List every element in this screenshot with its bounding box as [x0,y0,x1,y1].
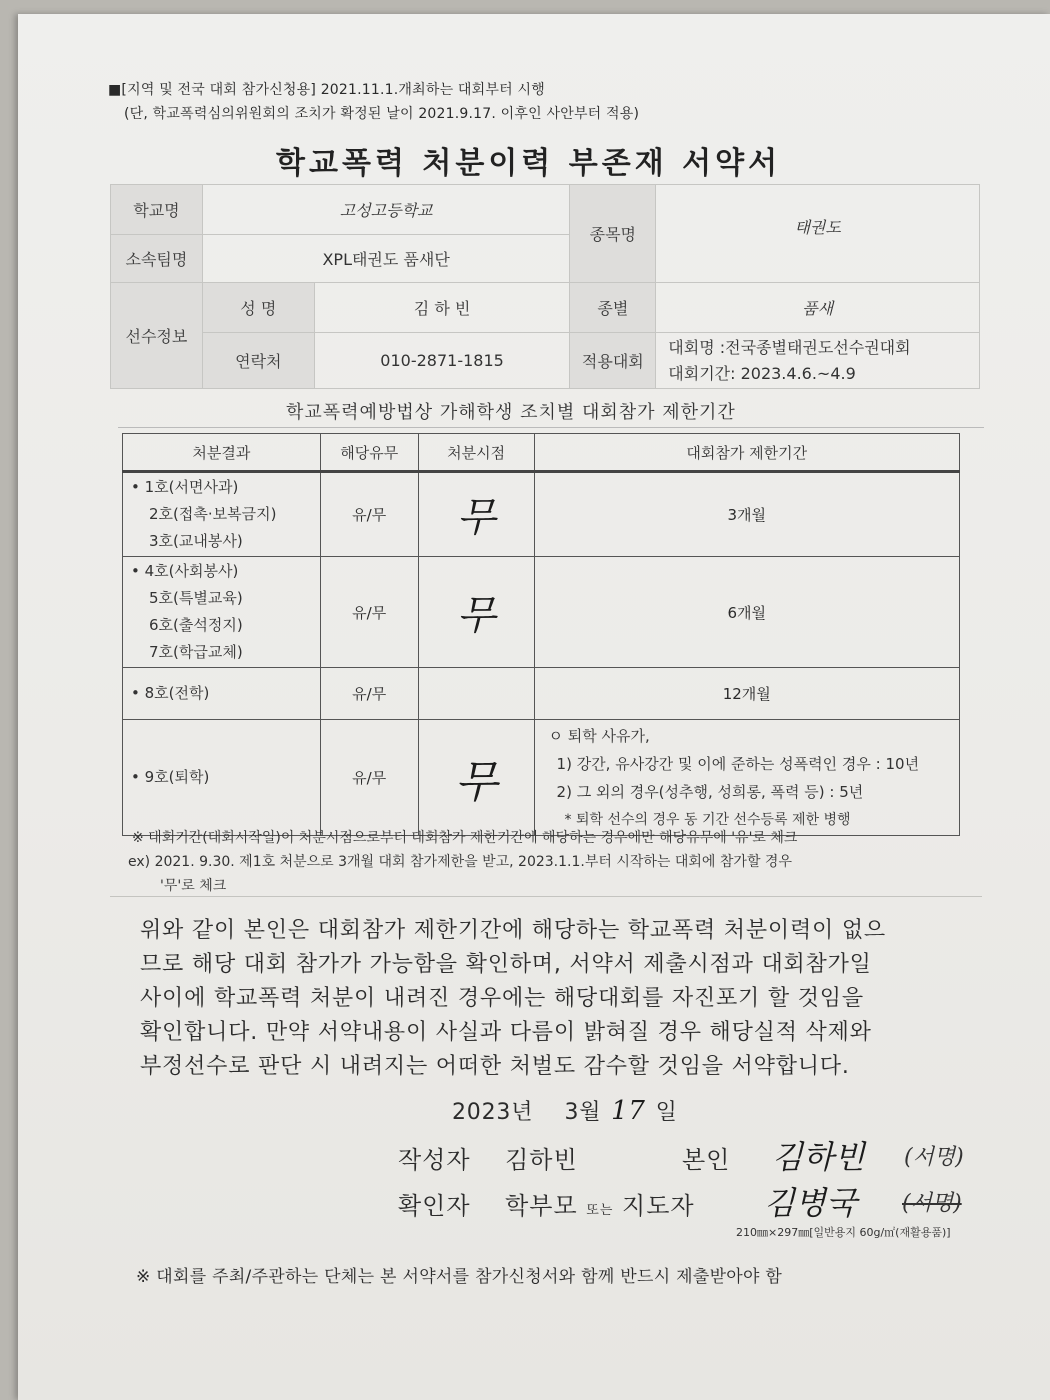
handwritten-mark: 무 [418,720,534,836]
event-value: 태권도 [656,185,980,283]
contact-label: 연락처 [202,333,314,389]
coach-label: 지도자 [622,1192,695,1220]
category-label: 종별 [570,283,656,333]
note-example-cont: '무'로 체크 [160,878,227,894]
yes-no-option[interactable]: 유/무 [320,557,418,668]
header-result: 처분결과 [123,434,321,472]
pledge-line-5: 부정선수로 판단 시 내려지는 어떠한 처벌도 감수할 것임을 서약합니다. [140,1054,850,1079]
section-divider [118,427,984,428]
notes-divider [110,896,982,897]
team-label: 소속팀명 [111,235,203,283]
table-row [123,720,960,836]
header-applicable: 해당유무 [320,434,418,472]
writer-name: 김하빈 [505,1146,578,1174]
yes-no-option[interactable]: 유/무 [320,668,418,720]
restriction-period-detail: ㅇ 퇴학 사유가, 1) 강간, 유사강간 및 이에 준하는 성폭력인 경우 : 10년 2) 그 외의 경우(성추행, 성희롱, 폭력 등) : 5년 * 퇴학 선수의 경우 동 기간 선수등록 제한 병행 [534,720,959,836]
notice-line-1: ■[지역 및 전국 대회 참가신청용] 2021.11.1.개최하는 대회부터 시행 [108,82,545,98]
footer-note: ※ 대회를 주최/주관하는 단체는 본 서약서를 참가신청서와 함께 반드시 제출받아야 함 [136,1267,783,1287]
table-row [123,472,960,557]
guardian-label: 학부모 [505,1192,578,1220]
self-label: 본인 [682,1146,731,1174]
notice-line-2: (단, 학교폭력심의위원회의 조치가 확정된 날이 2021.9.17. 이후인 사안부터 적용) [124,106,640,122]
table-row [123,557,960,668]
restriction-section-title: 학교폭력예방법상 가해학생 조치별 대회참가 제한기간 [286,402,736,423]
date-day-suffix: 일 [655,1100,678,1125]
header-time: 처분시점 [418,434,534,472]
applicant-info-table [110,184,980,389]
applied-competition-cell [656,333,980,389]
writer-label: 작성자 [398,1146,471,1174]
handwritten-mark: 무 [418,557,534,668]
penalty-items: • 8호(전학) [123,668,321,720]
writer-line [398,1140,578,1175]
sign-mark-2: (서명) [902,1191,962,1216]
document-title: 학교폭력 처분이력 부존재 서약서 [276,146,782,181]
team-value: XPL태권도 품새단 [202,235,570,283]
competition-period: 대회기간: 2023.4.6.~4.9 [668,363,856,383]
date-day-handwritten: 17 [611,1096,646,1126]
sign-mark-1: (서명) [904,1145,964,1170]
yes-no-option[interactable]: 유/무 [320,720,418,836]
note-check-rule: ※ 대회기간(대회시작일)이 처분시점으로부터 대회참가 제한기간에 해당하는 경우에만 해당유무에 '유'로 체크 [132,830,798,846]
competition-name: 대회명 :전국종별태권도선수권대회 [668,337,911,357]
restriction-period: 12개월 [534,668,959,720]
pledge-line-3: 사이에 학교폭력 처분이 내려진 경우에는 해당대회를 자진포기 할 것임을 [140,986,864,1011]
pledge-line-1: 위와 같이 본인은 대회참가 제한기간에 해당하는 학교폭력 처분이력이 없으 [140,918,886,943]
penalty-items: • 4호(사회봉사) 5호(특별교육) 6호(출석정지) 7호(학급교체) [123,557,321,668]
pledge-line-2: 므로 해당 대회 참가가 가능함을 확인하며, 서약서 제출시점과 대회참가일 [140,952,872,977]
pledge-line-4: 확인합니다. 만약 서약내용이 사실과 다름이 밝혀질 경우 해당실적 삭제와 [140,1020,872,1045]
contact-value: 010-2871-1815 [314,333,570,389]
name-value: 김 하 빈 [314,283,570,333]
category-value: 품새 [656,283,980,333]
confirmer-line [398,1186,695,1221]
or-word: 또는 [586,1203,614,1218]
date-month: 3월 [564,1100,602,1125]
penalty-items: • 1호(서면사과) 2호(접촉·보복금지) 3호(교내봉사) [123,472,321,557]
self-signature: 김하빈 [772,1138,865,1176]
handwritten-mark: 무 [418,472,534,557]
date-line [452,1094,678,1130]
restriction-period: 3개월 [534,472,959,557]
restriction-period: 6개월 [534,557,959,668]
confirmer-signature: 김병국 [764,1184,857,1222]
event-label: 종목명 [570,185,656,283]
handwritten-mark [418,668,534,720]
name-label: 성 명 [202,283,314,333]
note-example: ex) 2021. 9.30. 제1호 처분으로 3개월 대회 참가제한을 받고, 2023.1.1.부터 시작하는 대회에 참가할 경우 [128,854,792,870]
yes-no-option[interactable]: 유/무 [320,472,418,557]
penalty-items: • 9호(퇴학) [123,720,321,836]
table-row [123,668,960,720]
penalty-table [122,433,960,836]
date-year: 2023년 [452,1100,534,1125]
applied-competition-label: 적용대회 [570,333,656,389]
confirmer-label: 확인자 [398,1192,471,1220]
header-period: 대회참가 제한기간 [534,434,959,472]
school-value: 고성고등학교 [202,185,570,235]
paper-spec: 210㎜×297㎜[일반용지 60g/㎡(재활용품)] [736,1226,951,1239]
school-label: 학교명 [111,185,203,235]
player-info-label: 선수정보 [111,283,203,389]
